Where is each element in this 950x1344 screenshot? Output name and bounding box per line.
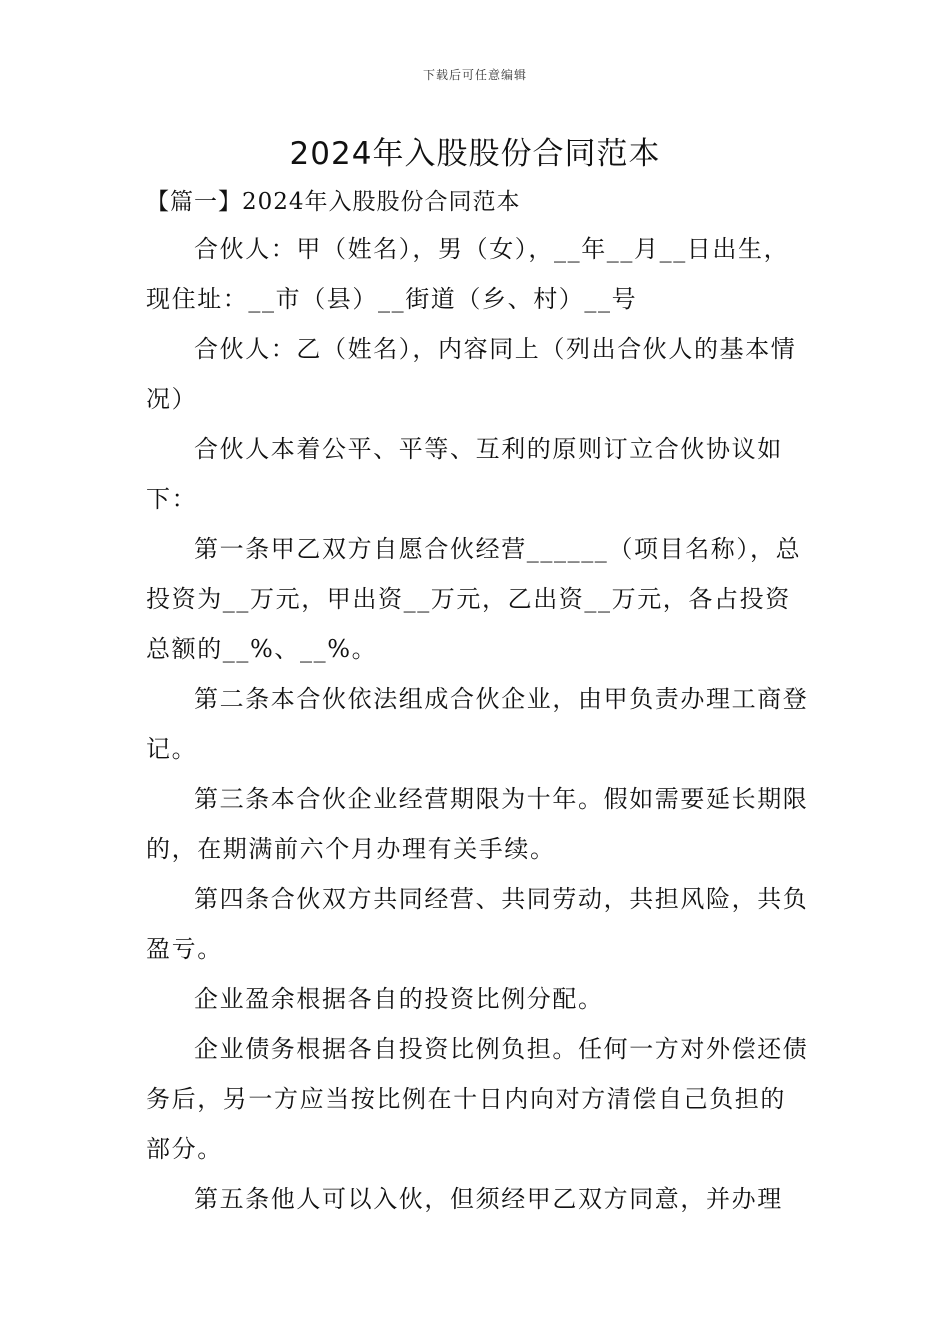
paragraph-article-2: 第二条本合伙依法组成合伙企业，由甲负责办理工商登记。	[146, 685, 809, 763]
paragraph-preamble: 合伙人本着公平、平等、互利的原则订立合伙协议如下：	[146, 435, 783, 513]
paragraph-article-3: 第三条本合伙企业经营期限为十年。假如需要延长期限的，在期满前六个月办理有关手续。	[146, 785, 809, 863]
section-heading: 【篇一】2024年入股股份合同范本	[146, 189, 521, 215]
paragraph-article-1: 第一条甲乙双方自愿合伙经营______（项目名称），总投资为__万元，甲出资__万元，乙出资__万元，各占投资总额的__%、__%。	[146, 535, 802, 663]
paragraph-article-5: 第五条他人可以入伙，但须经甲乙双方同意，并办理	[194, 1185, 783, 1213]
paragraph-profit-distribution: 企业盈余根据各自的投资比例分配。	[194, 985, 604, 1013]
paragraph-partner-b: 合伙人：乙（姓名），内容同上（列出合伙人的基本情况）	[146, 335, 797, 413]
document-body	[146, 224, 810, 1224]
document-title: 2024年入股股份合同范本	[289, 136, 661, 172]
paragraph-debt-liability: 企业债务根据各自投资比例负担。任何一方对外偿还债务后，另一方应当按比例在十日内向对方清偿自己负担的部分。	[146, 1035, 809, 1163]
page-header-note: 下载后可任意编辑	[422, 68, 527, 82]
paragraph-article-4: 第四条合伙双方共同经营、共同劳动，共担风险，共负盈亏。	[146, 885, 809, 963]
paragraph-partner-a: 合伙人：甲（姓名），男（女），__年__月__日出生，现住址：__市（县）__街道（乡、村）__号	[146, 235, 790, 313]
